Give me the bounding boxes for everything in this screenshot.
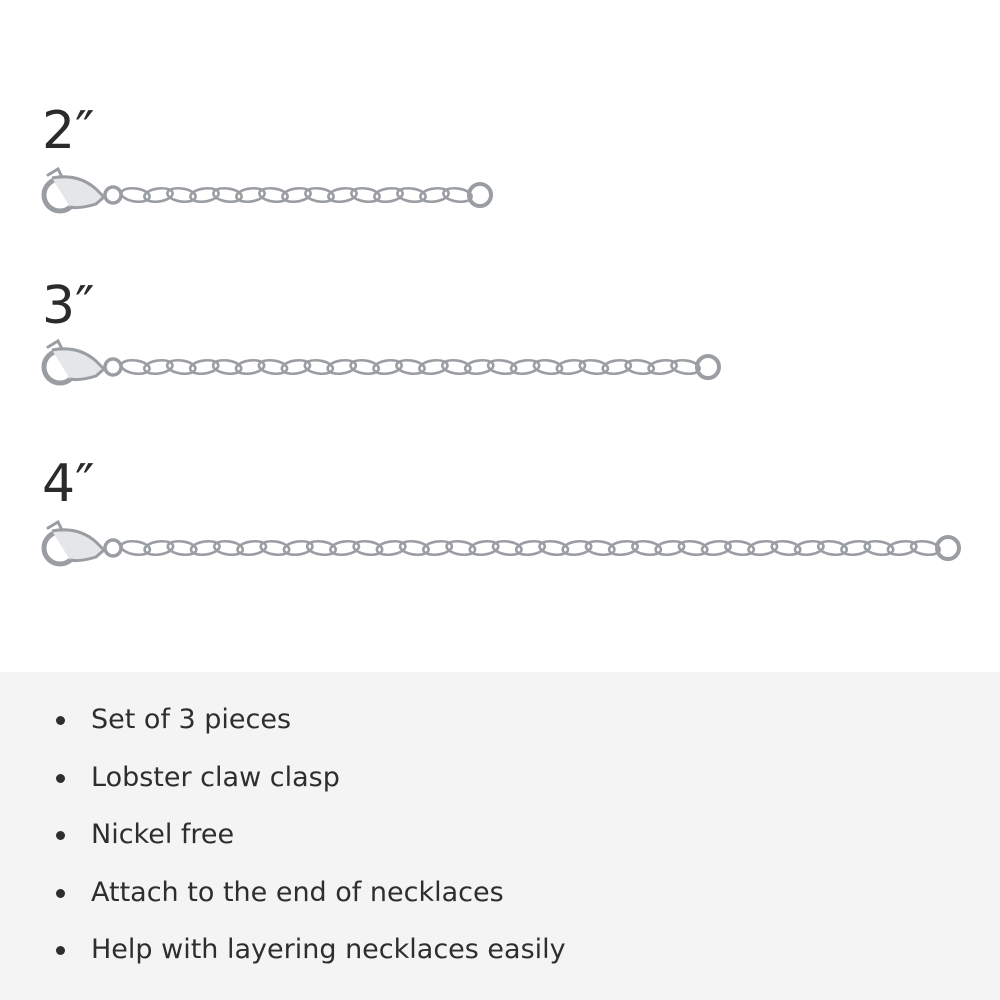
chain-extender-2in [0,155,1000,235]
feature-item [0,758,1000,816]
features-list [0,700,1000,988]
feature-item [0,873,1000,931]
lobster-clasp-icon [44,341,104,383]
feature-item [0,815,1000,873]
lobster-clasp-icon [44,522,104,564]
length-label-2in: 2″ [42,101,95,161]
bullet-icon [56,831,65,840]
jump-ring-icon [105,359,121,375]
feature-text: Attach to the end of necklaces [91,876,504,908]
feature-text: Nickel free [91,819,235,850]
bullet-icon [56,716,65,725]
jump-ring-icon [105,540,121,556]
features-panel [0,672,1000,1000]
chain-extender-3in [0,327,1000,407]
jump-ring-icon [105,187,121,203]
lobster-clasp-icon [44,169,104,211]
feature-text: Help with layering necklaces easily [91,934,566,965]
length-label-4in: 4″ [42,454,95,514]
chain-extender-4in [0,508,1000,588]
feature-item [0,700,1000,758]
feature-text: Lobster claw clasp [91,761,340,793]
bullet-icon [56,889,65,898]
feature-text: Set of 3 pieces [91,704,292,735]
feature-item [0,930,1000,988]
length-label-3in: 3″ [42,276,95,336]
bullet-icon [56,946,65,955]
bullet-icon [56,774,65,783]
